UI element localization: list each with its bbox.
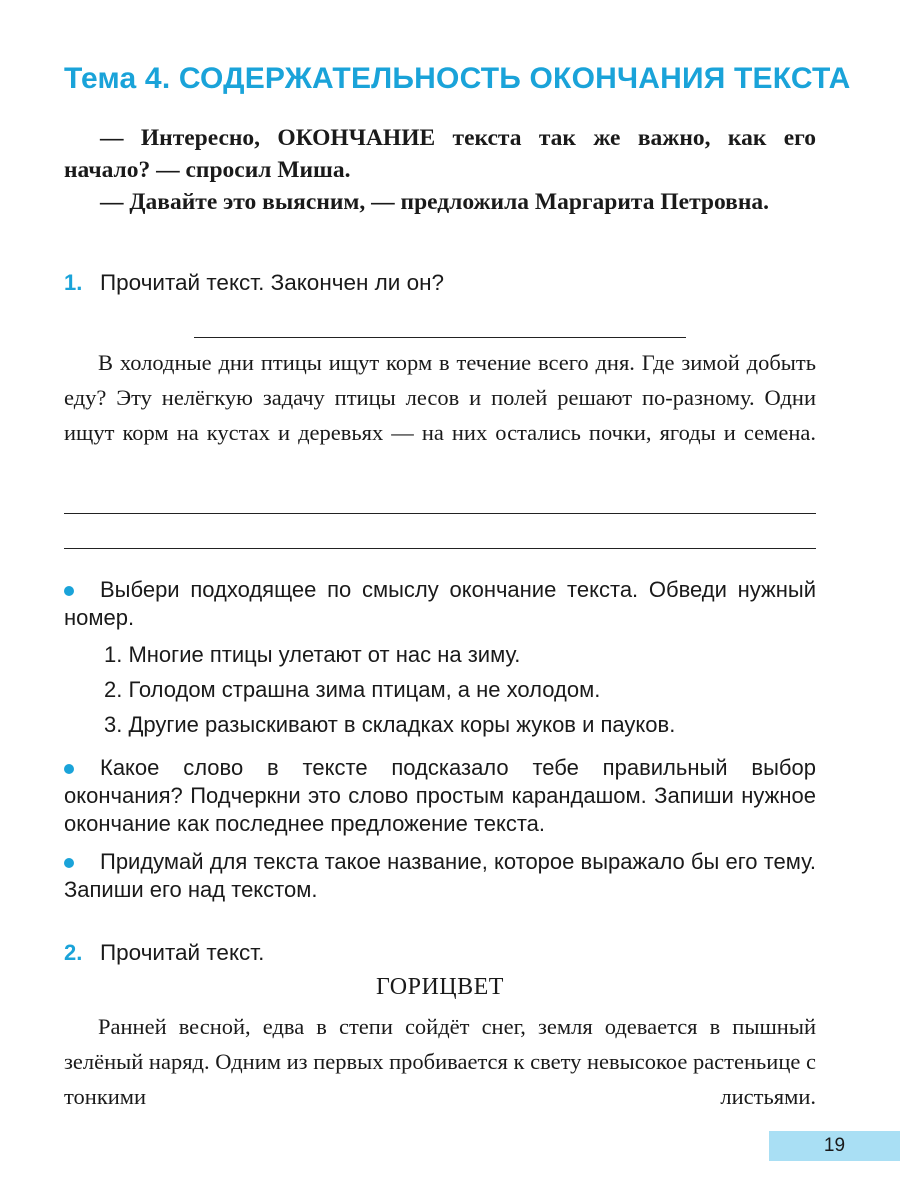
page-number: 19 xyxy=(769,1131,900,1161)
bullet-text: Выбери подходящее по смыслу окончание текста. Обведи нужный номер. xyxy=(64,577,816,630)
answer-line-1[interactable] xyxy=(64,513,816,514)
bullet-icon xyxy=(64,586,74,596)
bullet-item-choose-ending xyxy=(64,576,816,632)
bullet-text: Придумай для текста такое название, которое выражало бы его тему. Запиши его над текстом. xyxy=(64,849,816,902)
bullet-icon xyxy=(64,764,74,774)
title-write-line[interactable] xyxy=(194,337,686,338)
page-title: Тема 4. СОДЕРЖАТЕЛЬНОСТЬ ОКОНЧАНИЯ ТЕКСТА xyxy=(64,62,851,95)
task-2-story xyxy=(64,1009,816,1114)
bullet-text: Какое слово в тексте подсказало тебе правильный выбор окончания? Подчеркни это слово простым карандашом. Запиши нужное окончание как последнее предложение текста. xyxy=(64,755,816,836)
task-2-number: 2. xyxy=(64,940,83,965)
answer-line-2[interactable] xyxy=(64,548,816,549)
task-1-instruction: Прочитай текст. Закончен ли он? xyxy=(100,270,445,295)
dialog-paragraph-2: — Давайте это выясним, — предложила Маргарита Петровна. xyxy=(100,189,770,215)
bullet-icon xyxy=(64,858,74,868)
intro-dialog xyxy=(64,122,816,218)
bullet-item-invent-title xyxy=(64,848,816,904)
option-2[interactable]: 2. Голодом страшна зима птицам, а не холодом. xyxy=(104,677,601,702)
story-heading: ГОРИЦВЕТ xyxy=(376,974,504,1000)
dialog-paragraph-1: — Интересно, ОКОНЧАНИЕ текста так же важно, как его начало? — спросил Миша. xyxy=(64,125,816,183)
task-1-number: 1. xyxy=(64,270,83,295)
option-3[interactable]: 3. Другие разыскивают в складках коры жуков и пауков. xyxy=(104,712,676,737)
task-2-instruction: Прочитай текст. xyxy=(100,940,265,965)
option-1[interactable]: 1. Многие птицы улетают от нас на зиму. xyxy=(104,642,521,667)
bullet-item-find-word xyxy=(64,754,816,838)
task-2-story-text: Ранней весной, едва в степи сойдёт снег, земля одевается в пышный зелёный наряд. Одним из первых пробивается к свету невысокое растеньице с тонкими листьями. xyxy=(64,1014,816,1109)
task-1-story-text: В холодные дни птицы ищут корм в течение всего дня. Где зимой добыть еду? Эту нелёгкую задачу птицы лесов и полей решают по-разному. Одни ищут корм на кустах и деревьях — на них остались почки, ягоды и семена. xyxy=(64,350,816,445)
task-1-story xyxy=(64,345,816,450)
